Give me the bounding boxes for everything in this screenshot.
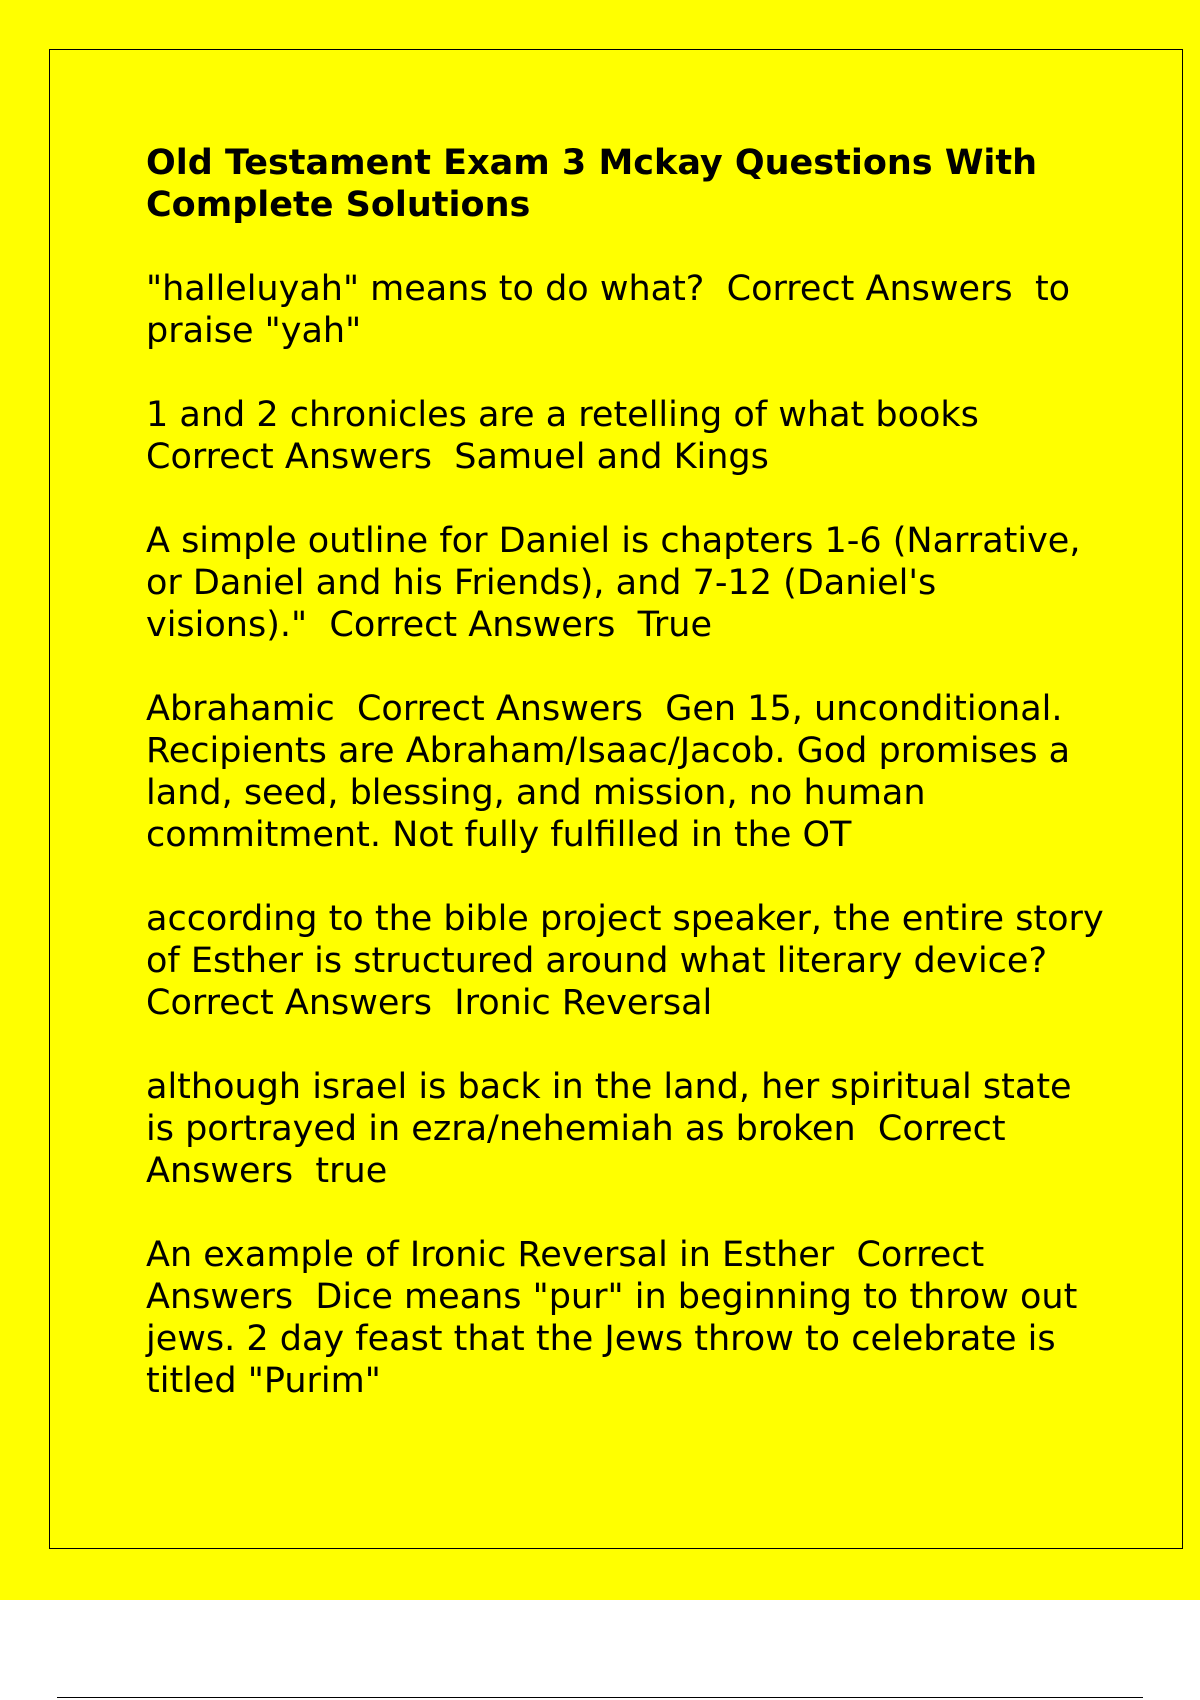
qa-item bbox=[146, 1234, 1106, 1402]
answer-marker: Correct Answers bbox=[146, 983, 433, 1023]
qa-item bbox=[146, 520, 1106, 646]
question-text: Abrahamic bbox=[146, 689, 335, 729]
question-text: "halleluyah" means to do what? bbox=[146, 269, 705, 309]
document-content bbox=[146, 142, 1115, 1444]
question-text: A simple outline for Daniel is chapters 1-6 (Narrative, or Daniel and his Friends), and 7-12 (Daniel's visions)." bbox=[146, 521, 1092, 645]
answer-marker: Correct Answers bbox=[329, 605, 616, 645]
answer-marker: Correct Answers bbox=[146, 437, 433, 477]
answer-marker: Correct Answers bbox=[726, 269, 1013, 309]
question-text: An example of Ironic Reversal in Esther bbox=[146, 1235, 835, 1275]
answer-text: Gen 15, unconditional. Recipients are Abraham/Isaac/Jacob. God promises a land, seed, blessing, and mission, no human commitment. Not fully fulfilled in the OT bbox=[146, 689, 1082, 855]
answer-marker: Correct Answers bbox=[356, 689, 643, 729]
answer-text: to praise "yah" bbox=[146, 269, 1082, 351]
qa-item bbox=[146, 268, 1106, 352]
answer-marker: Correct Answers bbox=[146, 1109, 1017, 1191]
footer-rule bbox=[57, 1697, 1143, 1698]
answer-text: Samuel and Kings bbox=[454, 437, 769, 477]
answer-text: Dice means "pur" in beginning to throw out jews. 2 day feast that the Jews throw to celebrate is titled "Purim" bbox=[146, 1277, 1089, 1401]
answer-text: True bbox=[637, 605, 712, 645]
qa-item bbox=[146, 898, 1115, 1024]
question-text: although israel is back in the land, her spiritual state is portrayed in ezra/nehemiah as broken bbox=[146, 1067, 1083, 1149]
document-title: Old Testament Exam 3 Mckay Questions With Complete Solutions bbox=[146, 143, 1038, 225]
question-text: 1 and 2 chronicles are a retelling of what books bbox=[146, 395, 979, 435]
qa-item bbox=[146, 688, 1106, 856]
answer-marker: Correct Answers bbox=[146, 1235, 996, 1317]
answer-text: Ironic Reversal bbox=[454, 983, 713, 1023]
qa-item bbox=[146, 394, 1106, 478]
qa-item bbox=[146, 1066, 1106, 1192]
answer-text: true bbox=[315, 1151, 388, 1191]
question-text: according to the bible project speaker, the entire story of Esther is structured around what literary device? bbox=[146, 899, 1115, 981]
